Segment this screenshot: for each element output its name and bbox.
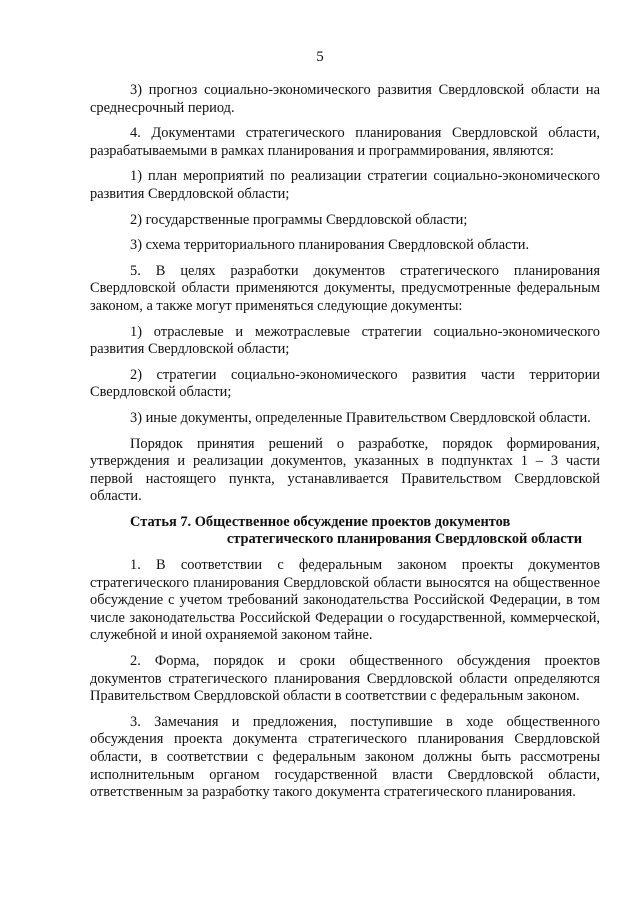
paragraph-procedure: Порядок принятия решений о разработке, порядок формирования, утверждения и реализации документов, указанных в подпунктах 1 – 3 части первой настоящего пункта, устанавливается Правительством Свердловской области. [90,435,600,505]
paragraph-article-7-1: 1. В соответствии с федеральным законом проекты документов стратегического планирования Свердловской области выносятся на общественное обсуждение с учетом требований законодательства Российской Федерации, в том числе законодательства Российской Федерации о государственной, коммерческой, служебной и иной охраняемой законом тайне. [90,557,600,644]
paragraph-forecast: 3) прогноз социально-экономического развития Свердловской области на среднесрочный период. [90,82,600,116]
paragraph-item-4-1: 1) план мероприятий по реализации стратегии социально-экономического развития Свердловской области; [90,168,600,202]
paragraph-item-4: 4. Документами стратегического планирования Свердловской области, разрабатываемыми в рамках планирования и программирования, являются: [90,125,600,159]
paragraph-item-5-1: 1) отраслевые и межотраслевые стратегии социально-экономического развития Свердловской области; [90,323,600,358]
paragraph-article-7-2: 2. Форма, порядок и сроки общественного обсуждения проектов документов стратегического планирования Свердловской области определяются Правительством Свердловской области в соответствии с федеральным законом. [90,653,600,705]
page-number: 5 [316,49,324,65]
paragraph-item-5: 5. В целях разработки документов стратегического планирования Свердловской области применяются документы, предусмотренные федеральным законом, а также могут применяться следующие документы: [90,262,600,314]
paragraph-item-5-2: 2) стратегии социально-экономического развития части территории Свердловской области; [90,366,600,401]
article-heading-line-1: Статья 7. Общественное обсуждение проектов документов [130,513,511,530]
paragraph-item-4-3: 3) схема территориального планирования Свердловской области. [130,237,530,254]
article-heading-line-2: стратегического планирования Свердловской области [226,531,582,548]
paragraph-item-5-3: 3) иные документы, определенные Правительством Свердловской области. [130,409,591,426]
document-body [90,82,600,810]
paragraph-item-4-2: 2) государственные программы Свердловской области; [130,211,468,228]
article-7-heading [90,514,600,549]
paragraph-article-7-3: 3. Замечания и предложения, поступившие в ходе общественного обсуждения проекта документа стратегического планирования Свердловской области, в соответствии с федеральным законом должны быть рассмотрены исполнительным органом государственной власти Свердловской области, ответственным за разработку такого документа стратегического планирования. [90,713,600,801]
